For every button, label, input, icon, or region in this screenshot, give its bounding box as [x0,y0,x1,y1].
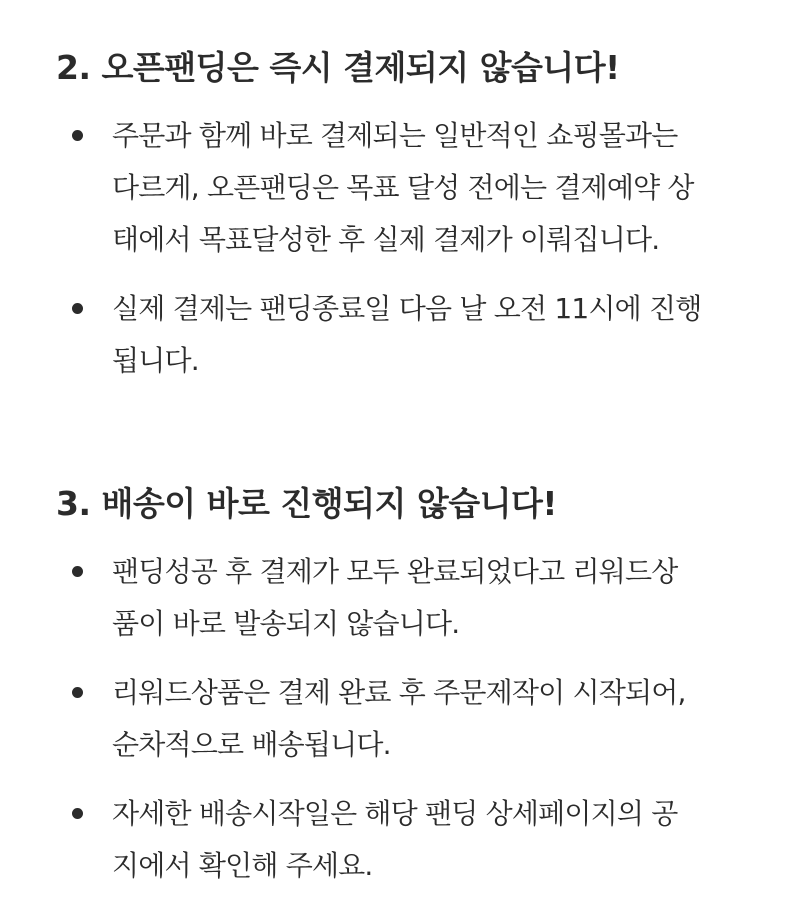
section-heading: 3. 배송이 바로 진행되지 않습니다! [56,484,557,523]
list-item-text [112,788,760,892]
text-line: 태에서 목표달성한 후 실제 결제가 이뤄집니다. [112,223,660,256]
bullet-list [0,546,800,892]
text-line: 다르게, 오픈팬딩은 목표 달성 전에는 결제예약 상 [112,171,694,204]
text-line: 순차적으로 배송됩니다. [112,728,391,761]
list-item [0,110,800,266]
text-line: 팬딩성공 후 결제가 모두 완료되었다고 리워드상 [112,555,678,588]
list-item-text [112,110,760,266]
bullet-dot-icon [72,687,83,698]
bullet-dot-icon [72,303,83,314]
text-line: 실제 결제는 팬딩종료일 다음 날 오전 11시에 진행 [112,292,702,325]
list-item-text [112,283,760,387]
text-line: 지에서 확인해 주세요. [112,849,373,882]
section-shipping-notice [0,478,800,909]
list-item [0,546,800,650]
list-item-text [112,546,760,650]
bullet-dot-icon [72,808,83,819]
text-line: 주문과 함께 바로 결제되는 일반적인 쇼핑몰과는 [112,119,678,152]
bullet-dot-icon [72,566,83,577]
list-item [0,283,800,387]
text-line: 리워드상품은 결제 완료 후 주문제작이 시작되어, [112,676,686,709]
text-line: 자세한 배송시작일은 해당 팬딩 상세페이지의 공 [112,797,678,830]
text-line: 품이 바로 발송되지 않습니다. [112,607,460,640]
list-item [0,667,800,771]
list-item-text [112,667,760,771]
section-heading: 2. 오픈팬딩은 즉시 결제되지 않습니다! [56,48,620,87]
text-line: 됩니다. [112,344,199,377]
list-item [0,788,800,892]
section-payment-notice [0,42,800,404]
bullet-dot-icon [72,130,83,141]
bullet-list [0,110,800,387]
